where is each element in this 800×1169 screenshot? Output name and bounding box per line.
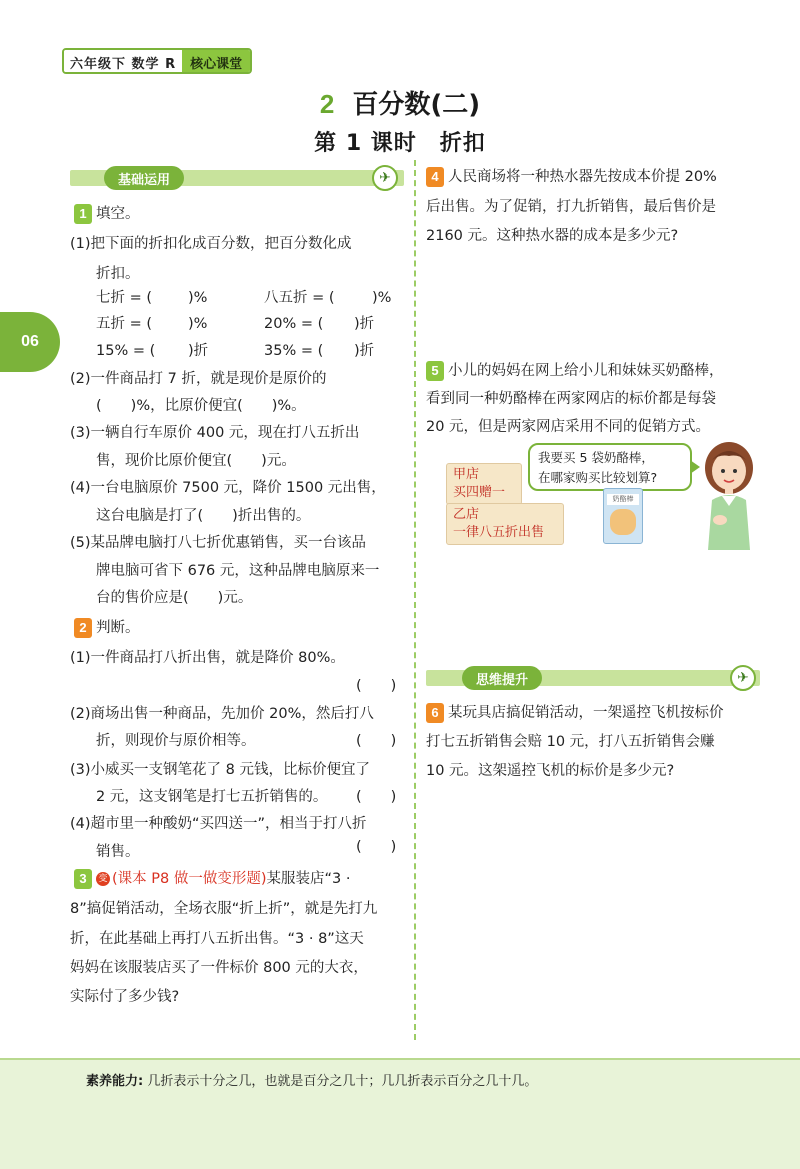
footer-note xyxy=(86,1072,537,1092)
variant-icon: 变 xyxy=(96,872,110,886)
blank-item: 七折 = ( xyxy=(96,290,153,306)
store-a-box xyxy=(446,463,522,505)
blank-unit: )% xyxy=(372,290,392,306)
q1-part4-line2: 这台电脑是打了( )折出售的。 xyxy=(96,508,311,524)
section-label-advanced: 思维提升 xyxy=(462,666,542,690)
q1-part2-line2: ( )%，比原价便宜( )%。 xyxy=(96,398,306,414)
q1-part5-line3: 台的售价应是( )元。 xyxy=(96,590,253,606)
footer-panel xyxy=(0,1058,800,1169)
footer-label: 素养能力: xyxy=(86,1074,144,1089)
q1-part3-line2: 售，现价比原价便宜( )元。 xyxy=(96,453,296,469)
q2-statement2-line2: 折，则现价与原价相等。 xyxy=(96,733,256,749)
q1-title: 1 填空。 xyxy=(74,199,140,229)
footer-text: 几折表示十分之几，也就是百分之几十；几几折表示百分之几十几。 xyxy=(147,1074,538,1089)
q1-part1-line1: (1)把下面的折扣化成百分数，把百分数化成 xyxy=(70,236,352,252)
page-number-tab: 06 xyxy=(0,312,60,372)
paper-plane-icon: ✈ xyxy=(372,165,398,191)
q3-line3: 折，在此基础上再打八五折出售。“3 · 8”这天 xyxy=(70,931,364,947)
store-a-offer: 买四赠一 xyxy=(453,485,506,500)
section-label-basic: 基础运用 xyxy=(104,166,184,190)
column-divider xyxy=(414,160,416,1040)
answer-paren: ( ) xyxy=(356,733,397,749)
mother-figure-icon xyxy=(694,438,764,550)
q1-part1-line2: 折扣。 xyxy=(96,266,140,282)
blank-item: 五折 = ( xyxy=(96,316,153,332)
q2-statement3-line1: (3)小威买一支钢笔花了 8 元钱，比标价便宜了 xyxy=(70,762,370,778)
q5-line3: 20 元，但是两家网店采用不同的促销方式。 xyxy=(426,419,711,435)
paper-plane-icon: ✈ xyxy=(730,665,756,691)
q3-tag: (课本 P8 做一做变形题) xyxy=(112,871,267,887)
blank-unit: )% xyxy=(188,316,208,332)
q1-part5-line1: (5)某品牌电脑打八七折优惠销售，买一台该品 xyxy=(70,535,367,551)
blank-item: 15% = ( xyxy=(96,343,156,359)
cheese-stick-bag-icon: 奶酪棒 xyxy=(603,488,643,544)
q2-statement2-line1: (2)商场出售一种商品，先加价 20%，然后打八 xyxy=(70,706,374,722)
q2-statement4-line1: (4)超市里一种酸奶“买四送一”，相当于打八折 xyxy=(70,816,367,832)
q1-part3-line1: (3)一辆自行车原价 400 元，现在打八五折出 xyxy=(70,425,360,441)
blank-unit: )折 xyxy=(354,343,375,359)
q6-line2: 打七五折销售会赔 10 元，打八五折销售会赚 xyxy=(426,734,715,750)
answer-paren: ( ) xyxy=(356,839,397,855)
q4-line1: 4 人民商场将一种热水器先按成本价提 20% xyxy=(426,162,717,192)
header-series: 核心课堂 xyxy=(182,50,250,72)
q3-line4: 妈妈在该服装店买了一件标价 800 元的大衣， xyxy=(70,960,368,976)
q5-line1: 5 小儿的妈妈在网上给小儿和妹妹买奶酪棒， xyxy=(426,356,724,386)
q4-line2: 后出售。为了促销，打九折销售，最后售价是 xyxy=(426,199,716,215)
store-b-offer: 一律八五折出售 xyxy=(453,525,545,540)
store-b-box xyxy=(446,503,564,545)
answer-paren: ( ) xyxy=(356,678,397,694)
speech-bubble: 我要买 5 袋奶酪棒， 在哪家购买比较划算? xyxy=(528,443,692,491)
unit-title: 2 百分数(二) xyxy=(319,89,481,120)
blank-unit: )折 xyxy=(354,316,375,332)
q3-line5: 实际付了多少钱? xyxy=(70,989,180,1005)
q5-line2: 看到同一种奶酪棒在两家网店的标价都是每袋 xyxy=(426,391,716,407)
q1-part5-line2: 牌电脑可省下 676 元，这种品牌电脑原来一 xyxy=(96,563,380,579)
q4-line3: 2160 元。这种热水器的成本是多少元? xyxy=(426,228,679,244)
header-grade-subject: 六年级下 数学 R xyxy=(64,50,182,72)
store-a-name: 甲店 xyxy=(453,467,480,482)
q6-line3: 10 元。这架遥控飞机的标价是多少元? xyxy=(426,763,675,779)
q1-part4-line1: (4)一台电脑原价 7500 元，降价 1500 元出售， xyxy=(70,480,386,496)
q1-part2-line1: (2)一件商品打 7 折，就是现价是原价的 xyxy=(70,371,327,387)
q2-title: 2 判断。 xyxy=(74,613,140,643)
q3-line2: 8”搞促销活动，全场衣服“折上折”，就是先打九 xyxy=(70,901,378,917)
q2-statement3-line2: 2 元，这支钢笔是打七五折销售的。 xyxy=(96,789,328,805)
q2-statement1: (1)一件商品打八折出售，就是降价 80%。 xyxy=(70,650,345,666)
answer-paren: ( ) xyxy=(356,789,397,805)
blank-item: 35% = ( xyxy=(264,343,324,359)
blank-item: 八五折 = ( xyxy=(264,290,335,306)
blank-item: 20% = ( xyxy=(264,316,324,332)
store-b-name: 乙店 xyxy=(453,507,480,522)
lesson-title: 第 1 课时 折扣 xyxy=(314,131,486,156)
blank-unit: )% xyxy=(188,290,208,306)
q6-line1: 6 某玩具店搞促销活动，一架遥控飞机按标价 xyxy=(426,698,724,728)
header-badge xyxy=(62,48,252,74)
blank-unit: )折 xyxy=(188,343,209,359)
q3-line1: 3 变 (课本 P8 做一做变形题)某服装店“3 · xyxy=(74,864,350,894)
q2-statement4-line2: 销售。 xyxy=(96,844,140,860)
